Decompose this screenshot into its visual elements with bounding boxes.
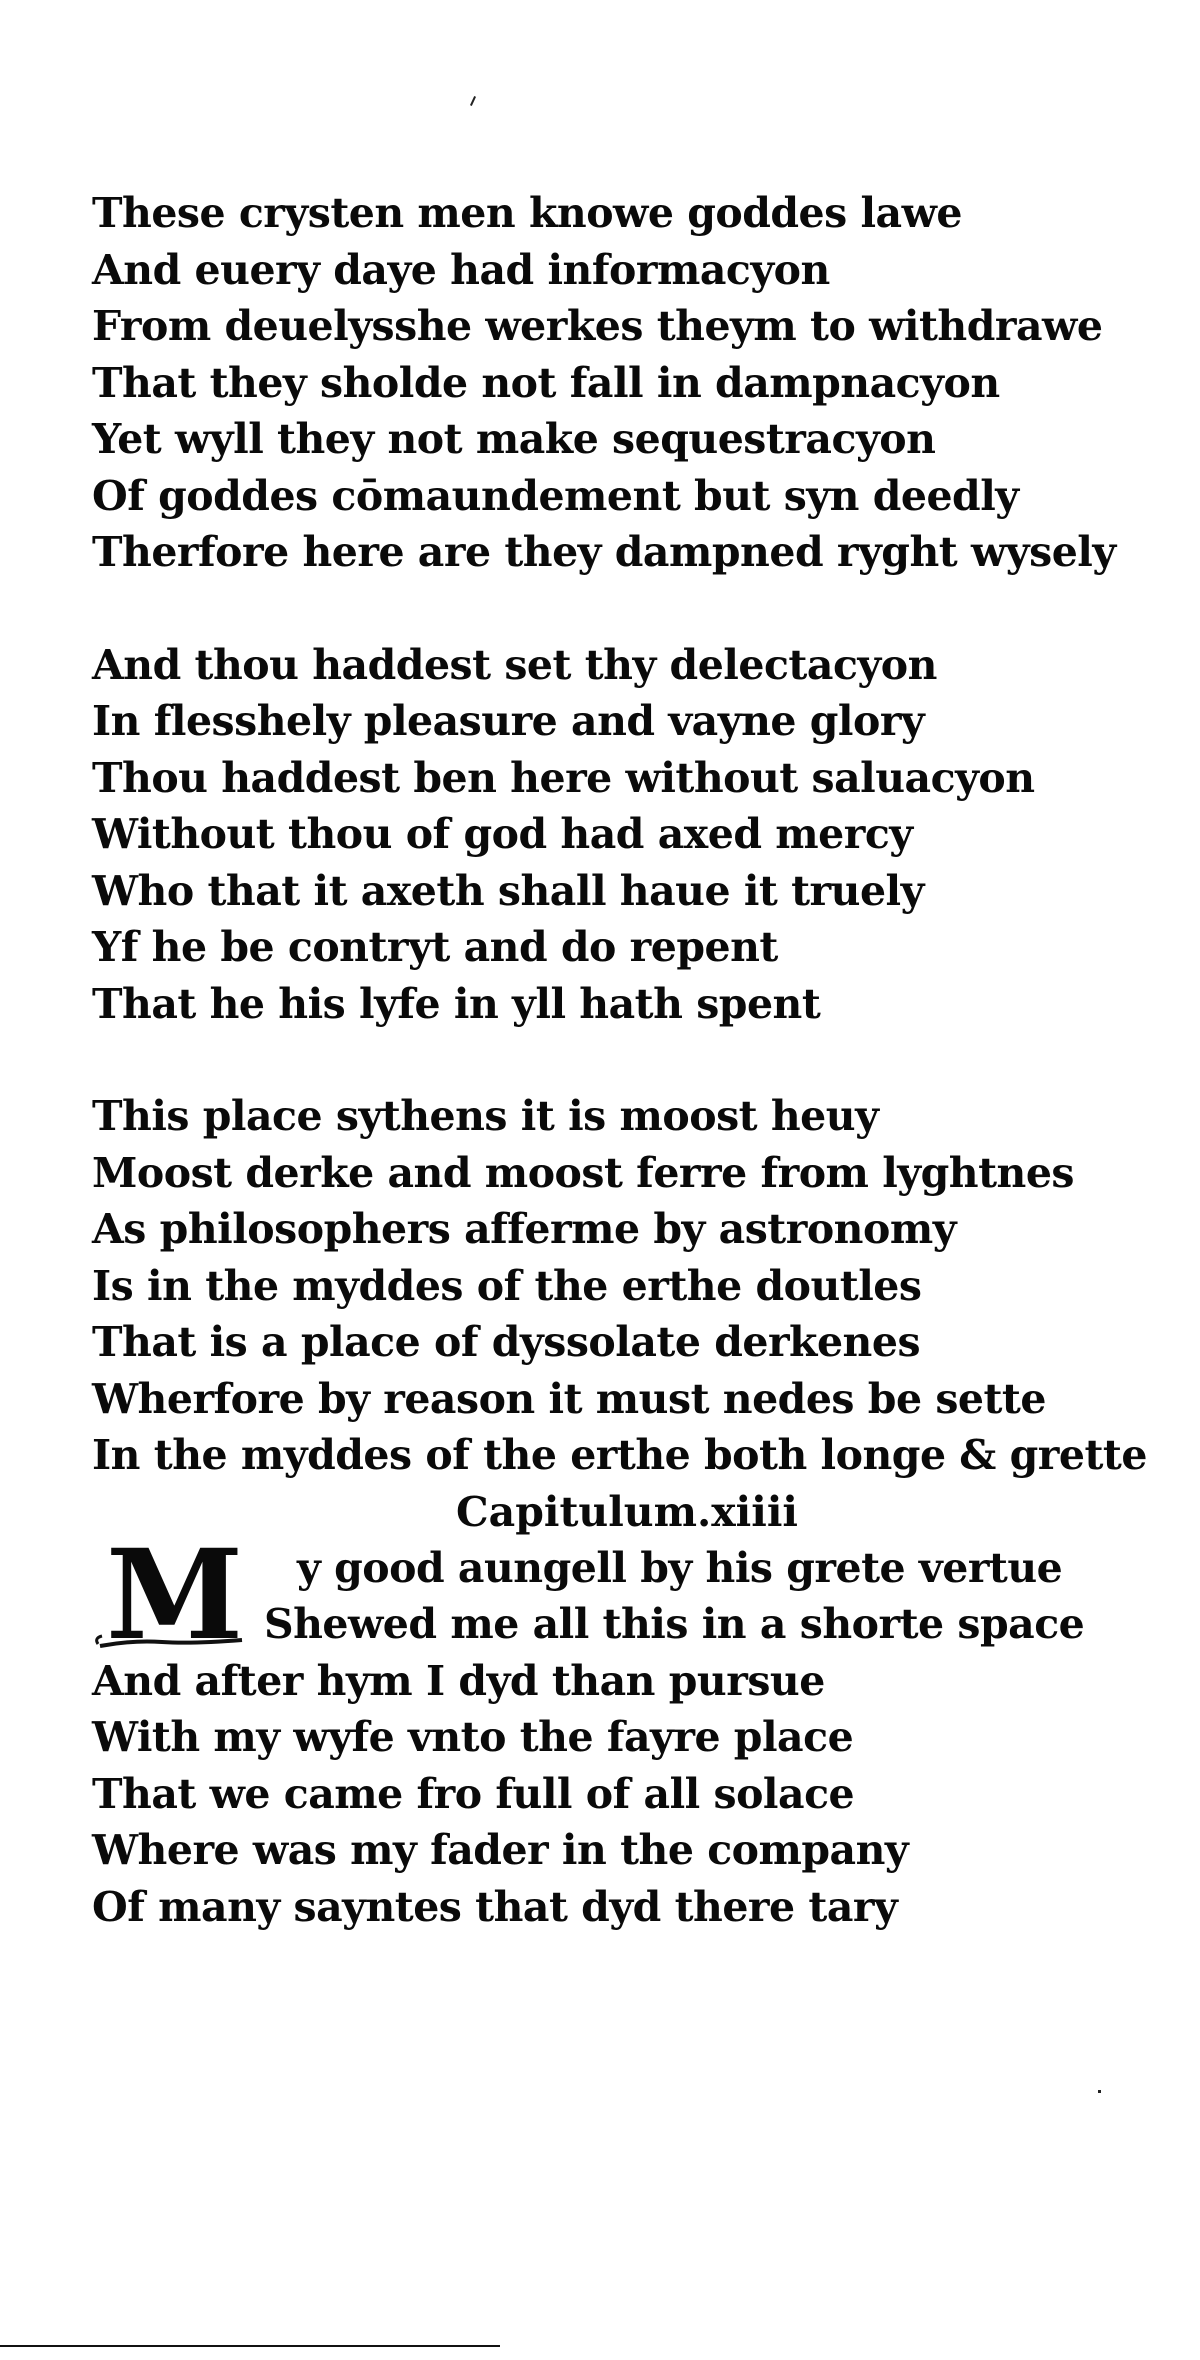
stanza-3 (92, 1088, 1147, 1484)
verse-line: Who that it axeth shall haue it truely (92, 866, 924, 915)
ink-speck (470, 96, 476, 106)
verse-line: That he his lyfe in yll hath spent (92, 979, 821, 1028)
drop-cap-lines (92, 1522, 1085, 1668)
verse-line: Wherfore by reason it must nedes be sette (92, 1374, 1046, 1423)
chapter-heading: Capitulum.xiiii (456, 1487, 798, 1536)
verse-line: This place sythens it is moost heuy (92, 1092, 879, 1140)
verse-line: Moost derke and moost ferre from lyghtnes (92, 1148, 1074, 1197)
verse-line: With my wyfe vnto the fayre place (92, 1713, 854, 1761)
verse-line: Yet wyll they not make sequestracyon (92, 415, 936, 463)
drop-cap-letter: M (106, 1522, 244, 1668)
verse-text (92, 185, 1147, 1935)
verse-line: In flesshely pleasure and vayne glory (92, 697, 925, 745)
verse-line: Is in the myddes of the erthe doutles (92, 1261, 922, 1310)
verse-line: Therfore here are they dampned ryght wysely (92, 528, 1116, 576)
verse-line: In the myddes of the erthe both longe & grette (92, 1431, 1147, 1479)
verse-line: Yf he be contryt and do repent (92, 923, 778, 971)
verse-line: Of many sayntes that dyd there tary (92, 1882, 898, 1931)
verse-line: That is a place of dyssolate derkenes (92, 1318, 921, 1366)
verse-line: y good aungell by his grete vertue (297, 1543, 1063, 1592)
drop-cap-block (92, 1522, 1142, 1668)
verse-line: As philosophers afferme by astronomy (92, 1205, 957, 1253)
ink-speck (1098, 2090, 1101, 2093)
verse-line: Thou haddest ben here without saluacyon (92, 753, 1035, 802)
verse-line: That we came fro full of all solace (92, 1769, 855, 1818)
verse-line: And after hym I dyd than pursue (92, 1656, 825, 1705)
verse-line: And thou haddest set thy delectacyon (92, 640, 937, 689)
stanza-4 (92, 1522, 1142, 1936)
verse-line: Without thou of god had axed mercy (92, 810, 913, 858)
verse-line: Where was my fader in the company (92, 1826, 909, 1874)
verse-line: From deuelysshe werkes theym to withdrawe (92, 302, 1103, 350)
bottom-rule (0, 2345, 500, 2347)
verse-line: And euery daye had informacyon (92, 245, 830, 294)
verse-line: Shewed me all this in a shorte space (264, 1600, 1085, 1648)
verse-line: Of goddes cōmaundement but syn deedly (92, 471, 1019, 520)
verse-line: These crysten men knowe goddes lawe (92, 189, 963, 237)
stanza-2 (92, 637, 1142, 1033)
stanza-1 (92, 185, 1142, 581)
verse-line: That they sholde not fall in dampnacyon (92, 358, 1000, 407)
